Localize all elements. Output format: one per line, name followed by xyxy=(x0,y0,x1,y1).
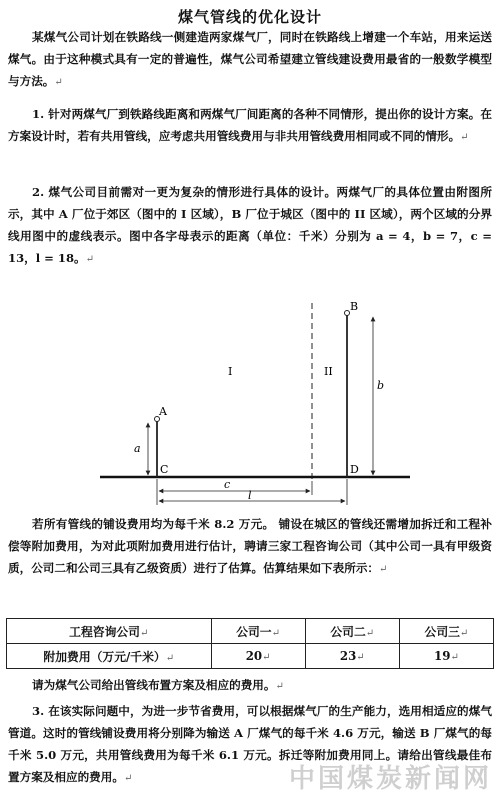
dimension-l-label: l xyxy=(248,489,252,502)
question-2-paragraph xyxy=(8,181,492,271)
estimate-table xyxy=(6,618,494,669)
intro-text: 某煤气公司计划在铁路线一侧建造两家煤气厂，同时在铁路线上增建一个车站，用来运送煤气。由于这种模式具有一定的普遍性，煤气公司希望建立管线建设费用最省的一般数学模型与方法。 xyxy=(8,30,492,88)
document-title: 煤气管线的优化设计 xyxy=(177,8,322,26)
station-d-label: D xyxy=(350,463,359,476)
table-header-company-1: 公司一↵ xyxy=(211,619,305,644)
table-header-company-2: 公司二↵ xyxy=(305,619,399,644)
pipeline-diagram xyxy=(0,295,500,510)
question-1-text: 1. 针对两煤气厂到铁路线距离和两煤气厂间距离的各种不同情形，提出你的设计方案。在方案设计时，若有共用管线，应考虑共用管线费用与非共用管线费用相同或不同的情形。 xyxy=(8,107,492,143)
question-2-text: 2. 煤气公司目前需对一更为复杂的情形进行具体的设计。两煤气厂的具体位置由附图所示，其中 A 厂位于郊区（图中的 I 区域），B 厂位于城区（图中的 II 区域），两个区域的分界线用图中的虚线表示。图中各字母表示的距离（单位：千米）分别为 a = 4，b = 7，c = 13，l = 18。 xyxy=(8,185,492,265)
paragraph-mark: ↵ xyxy=(460,132,469,143)
table-header-company-3: 公司三↵ xyxy=(399,619,493,644)
station-c-label: C xyxy=(160,463,169,476)
table-cell-value-2: 23↵ xyxy=(305,644,399,669)
question-1-paragraph xyxy=(8,103,492,149)
table-header-label: 工程咨询公司↵ xyxy=(7,619,212,644)
table-row xyxy=(7,644,494,669)
plant-b-label: B xyxy=(350,300,359,313)
task-paragraph xyxy=(8,674,492,698)
plant-a-label: A xyxy=(159,405,167,418)
region-ii-label: II xyxy=(324,365,333,378)
paragraph-mark: ↵ xyxy=(85,254,95,265)
plant-b-node xyxy=(345,311,350,316)
task-text: 请为煤气公司给出管线布置方案及相应的费用。 xyxy=(32,678,276,692)
dimension-b-label: b xyxy=(377,379,385,392)
table-header-row xyxy=(7,619,494,644)
dimension-a-label: a xyxy=(134,442,141,455)
dimension-c-label: c xyxy=(224,478,231,491)
region-i-label: I xyxy=(228,365,233,378)
paragraph-mark: ↵ xyxy=(54,77,63,88)
table-cell-value-1: 20↵ xyxy=(211,644,305,669)
site-watermark: 中国煤炭新闻网 xyxy=(288,764,492,794)
paragraph-mark: ↵ xyxy=(379,564,388,575)
paragraph-mark: ↵ xyxy=(123,773,133,784)
table-cell-value-3: 19↵ xyxy=(399,644,493,669)
intro-paragraph xyxy=(8,26,492,94)
cost-text: 若所有管线的铺设费用均为每千米 8.2 万元。 铺设在城区的管线还需增加拆迁和工程补偿等附加费用，为对此项附加费用进行估计，聘请三家工程咨询公司（其中公司一具有甲级资质，公司二和公司三具有乙级资质）进行了估算。估算结果如下表所示： xyxy=(8,517,492,575)
table-row-label: 附加费用（万元/千米）↵ xyxy=(7,644,212,669)
question-3-text: 3. 在该实际问题中，为进一步节省费用，可以根据煤气厂的生产能力，选用相适应的煤气管道。这时的管线铺设费用将分别降为输送 A 厂煤气的每千米 4.6 万元，输送 B 厂煤气的每千米 5.0 万元，共用管线费用为每千米 6.1 万元。拆迁等附加费用同上。请给出管线最佳布置方案及相应的费用。 xyxy=(8,704,492,784)
cost-paragraph xyxy=(8,513,492,581)
paragraph-mark: ↵ xyxy=(275,681,284,692)
